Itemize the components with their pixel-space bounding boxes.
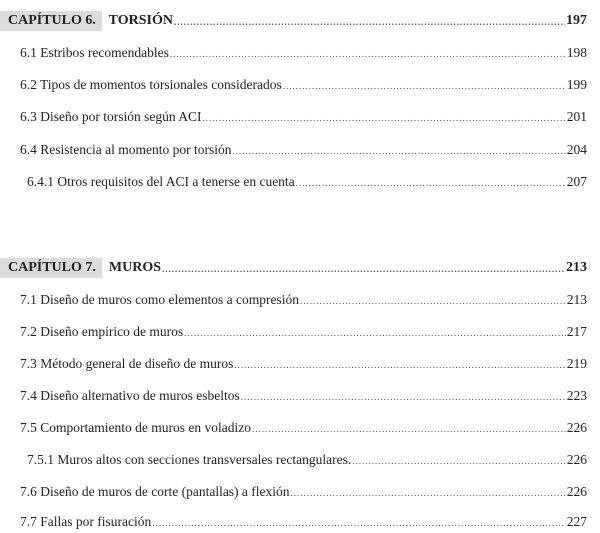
entry-label: 6.4 Resistencia al momento por torsión (20, 142, 232, 157)
toc-entry[interactable] (0, 139, 600, 161)
toc-entry[interactable] (0, 385, 600, 407)
toc-entry[interactable] (0, 289, 600, 311)
entry-label: 7.6 Diseño de muros de corte (pantallas) a flexión (20, 484, 290, 499)
dot-leader (296, 178, 566, 193)
entry-label: 6.3 Diseño por torsión según ACI (20, 109, 202, 124)
chapter-number: CAPÍTULO 7. (0, 258, 102, 278)
toc-subentry[interactable] (0, 449, 600, 471)
dot-leader (300, 296, 566, 311)
page-number: 201 (566, 109, 587, 124)
chapter-title: MUROS (108, 260, 162, 275)
chapter-heading[interactable] (0, 10, 600, 32)
dot-leader (283, 81, 566, 96)
page-number: 217 (566, 324, 587, 339)
page-number: 223 (566, 388, 587, 403)
page-number: 213 (566, 292, 587, 307)
page-number: 226 (566, 452, 587, 467)
page-number: 198 (566, 45, 587, 60)
page-number: 197 (566, 13, 587, 28)
entry-label: 7.5 Comportamiento de muros en voladizo (20, 420, 251, 435)
dot-leader (203, 113, 566, 128)
entry-label: 7.5.1 Muros altos con secciones transversales rectangulares. (27, 452, 352, 467)
dot-leader (352, 456, 565, 471)
dot-leader (170, 49, 566, 64)
dot-leader (174, 17, 565, 32)
entry-label: 6.1 Estribos recomendables (20, 45, 169, 60)
dot-leader (291, 488, 566, 503)
page-number: 226 (566, 420, 587, 435)
entry-label: 7.4 Diseño alternativo de muros esbeltos (20, 388, 240, 403)
dot-leader (162, 264, 565, 279)
toc-entry[interactable] (0, 74, 600, 96)
dot-leader (184, 328, 566, 343)
dot-leader (241, 392, 566, 407)
toc-entry[interactable] (0, 481, 600, 503)
dot-leader (252, 424, 566, 439)
toc-subentry[interactable] (0, 171, 600, 193)
page-number: 204 (566, 142, 587, 157)
page-number: 213 (566, 260, 587, 275)
toc-entry[interactable] (0, 417, 600, 439)
dot-leader (234, 360, 565, 375)
toc-entry[interactable] (0, 321, 600, 343)
dot-leader (152, 518, 566, 533)
dot-leader (232, 146, 565, 161)
page-number: 219 (566, 356, 587, 371)
entry-label: 7.1 Diseño de muros como elementos a compresión (20, 292, 299, 307)
entry-label: 6.4.1 Otros requisitos del ACI a tenerse en cuenta (27, 174, 295, 189)
entry-label: 6.2 Tipos de momentos torsionales considerados (20, 77, 282, 92)
entry-label: 7.2 Diseño empírico de muros (20, 324, 184, 339)
entry-label: 7.3 Método general de diseño de muros (20, 356, 234, 371)
page-number: 226 (566, 484, 587, 499)
chapter-heading[interactable] (0, 257, 600, 279)
toc-entry[interactable] (0, 42, 600, 64)
page-number: 207 (566, 174, 587, 189)
toc-entry[interactable] (0, 106, 600, 128)
toc-entry[interactable] (0, 353, 600, 375)
chapter-title: TORSIÓN (108, 13, 173, 28)
chapter-number: CAPÍTULO 6. (0, 11, 102, 31)
entry-label: 7.7 Fallas por fisuración (20, 514, 152, 529)
page-number: 227 (566, 514, 587, 529)
page-number: 199 (566, 77, 587, 92)
